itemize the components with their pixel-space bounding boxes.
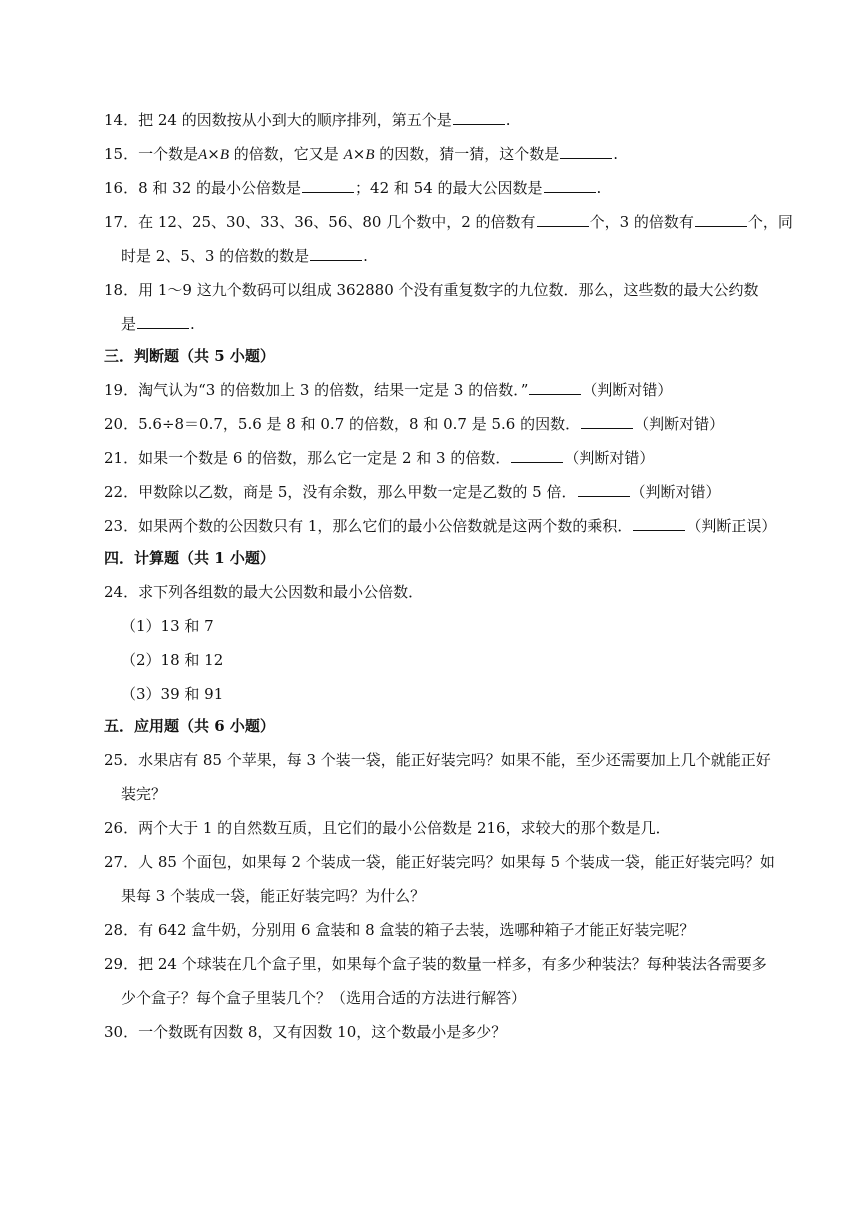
answer-blank[interactable] [529, 380, 581, 395]
answer-blank[interactable] [302, 178, 354, 193]
q29 [104, 954, 767, 974]
q22 [104, 482, 721, 502]
q20 [104, 414, 724, 434]
q28 [104, 920, 694, 940]
q26-text: 两个大于 1 的自然数互质，且它们的最小公倍数是 216，求较大的那个数是几． [138, 819, 671, 837]
q17-line2 [121, 246, 368, 266]
section-5-heading: 五．应用题（共 6 小题） [104, 717, 275, 735]
q16-tail: . [596, 179, 602, 197]
q17-text-a: 在 12、25、30、33、36、56、80 几个数中，2 的倍数有 [138, 213, 536, 231]
answer-blank[interactable] [560, 144, 612, 159]
q18-text-line1: 用 1～9 这九个数码可以组成 362880 个没有重复数字的九位数．那么，这些数的最大公约数 [138, 281, 759, 299]
q16-text-b: ；42 和 54 的最大公因数是 [355, 179, 543, 197]
q29-text-line1: 把 24 个球装在几个盒子里，如果每个盒子装的数量一样多，有多少种装法？每种装法各需要多 [138, 955, 767, 973]
q15-tail: . [613, 145, 619, 163]
q17-text-b: 个，3 的倍数有 [589, 213, 694, 231]
answer-blank[interactable] [544, 178, 596, 193]
q14-text: 把 24 的因数按从小到大的顺序排列，第五个是 [138, 111, 452, 129]
answer-blank[interactable] [633, 516, 685, 531]
q15-text-a: 一个数是 [138, 145, 199, 163]
q23 [104, 516, 776, 536]
q24-number: 24． [104, 583, 139, 601]
q17-number: 17． [104, 213, 139, 231]
times-sign: × [352, 145, 366, 163]
answer-blank[interactable] [537, 212, 589, 227]
answer-blank[interactable] [511, 448, 563, 463]
q25 [104, 750, 771, 770]
q30-text: 一个数既有因数 8，又有因数 10，这个数最小是多少？ [138, 1023, 507, 1041]
q16-text-a: 8 和 32 的最小公倍数是 [138, 179, 302, 197]
var-a: A [198, 147, 208, 163]
q24-text: 求下列各组数的最大公因数和最小公倍数． [138, 583, 424, 601]
q17-text-c: 个，同 [747, 213, 793, 231]
var-a: A [343, 147, 353, 163]
q15-text-b: 的倍数，它又是 [229, 145, 344, 163]
q24 [104, 582, 423, 602]
q26 [104, 818, 671, 838]
q24-item-1: （1）13 和 7 [121, 617, 214, 635]
q18-text-line2: 是 [121, 315, 137, 333]
q28-text: 有 642 盒牛奶，分别用 6 盒装和 8 盒装的箱子去装，选哪种箱子才能正好装完呢？ [138, 921, 695, 939]
q15-number: 15． [104, 145, 139, 163]
q21 [104, 448, 654, 468]
answer-blank[interactable] [578, 482, 630, 497]
q30 [104, 1022, 506, 1042]
q27-number: 27． [104, 853, 139, 871]
q27-line2: 果每 3 个装成一袋，能正好装完吗？为什么？ [121, 887, 426, 905]
q22-number: 22． [104, 483, 139, 501]
q14-number: 14． [104, 111, 139, 129]
answer-blank[interactable] [137, 314, 189, 329]
q21-tail: （判断对错） [564, 449, 655, 467]
q25-number: 25． [104, 751, 139, 769]
q21-number: 21． [104, 449, 139, 467]
q28-number: 28． [104, 921, 139, 939]
answer-blank[interactable] [695, 212, 747, 227]
var-b: B [365, 147, 375, 163]
q19 [104, 380, 672, 400]
q20-number: 20． [104, 415, 139, 433]
q17-tail: . [363, 247, 368, 265]
q18-number: 18． [104, 281, 139, 299]
q18 [104, 280, 759, 300]
q15 [104, 144, 618, 165]
q19-number: 19． [104, 381, 139, 399]
var-b: B [219, 147, 230, 163]
q18-line2 [121, 314, 195, 334]
q20-text: 5.6÷8＝0.7，5.6 是 8 和 0.7 的倍数，8 和 0.7 是 5.6 的因数． [138, 415, 581, 433]
q20-tail: （判断对错） [634, 415, 725, 433]
answer-blank[interactable] [581, 414, 633, 429]
section-3-heading: 三．判断题（共 5 小题） [104, 347, 275, 365]
q24-item-3: （3）39 和 91 [121, 685, 224, 703]
q24-item-2: （2）18 和 12 [121, 651, 224, 669]
q17-text-line2: 时是 2、5、3 的倍数的数是 [121, 247, 310, 265]
q23-text: 如果两个数的公因数只有 1，那么它们的最小公倍数就是这两个数的乘积． [138, 517, 633, 535]
q23-tail: （判断正误） [686, 517, 777, 535]
q16 [104, 178, 601, 198]
q15-text-c: 的因数，猜一猜，这个数是 [374, 145, 560, 163]
q23-number: 23． [104, 517, 139, 535]
times-sign: × [207, 145, 220, 163]
q29-line2: 少个盒子？每个盒子里装几个？（选用合适的方法进行解答） [121, 989, 527, 1007]
q18-tail: . [190, 315, 195, 333]
q22-tail: （判断对错） [630, 483, 721, 501]
q19-text: 淘气认为“3 的倍数加上 3 的倍数，结果一定是 3 的倍数．” [138, 381, 529, 399]
q26-number: 26． [104, 819, 139, 837]
q29-number: 29． [104, 955, 139, 973]
q21-text: 如果一个数是 6 的倍数，那么它一定是 2 和 3 的倍数． [138, 449, 511, 467]
q19-tail: （判断对错） [582, 381, 673, 399]
q22-text: 甲数除以乙数，商是 5，没有余数，那么甲数一定是乙数的 5 倍． [138, 483, 577, 501]
q27 [104, 852, 775, 872]
q25-line2: 装完？ [121, 785, 167, 803]
q16-number: 16． [104, 179, 139, 197]
q27-text-line1: 人 85 个面包，如果每 2 个装成一袋，能正好装完吗？如果每 5 个装成一袋，能正好装完吗？如 [138, 853, 775, 871]
q17 [104, 212, 793, 232]
q14-tail: . [505, 111, 511, 129]
answer-blank[interactable] [453, 110, 505, 125]
q14 [104, 110, 511, 130]
q25-text-line1: 水果店有 85 个苹果，每 3 个装一袋，能正好装完吗？如果不能，至少还需要加上几个就能正好 [138, 751, 771, 769]
answer-blank[interactable] [310, 246, 362, 261]
q30-number: 30． [104, 1023, 139, 1041]
section-4-heading: 四．计算题（共 1 小题） [104, 549, 275, 567]
